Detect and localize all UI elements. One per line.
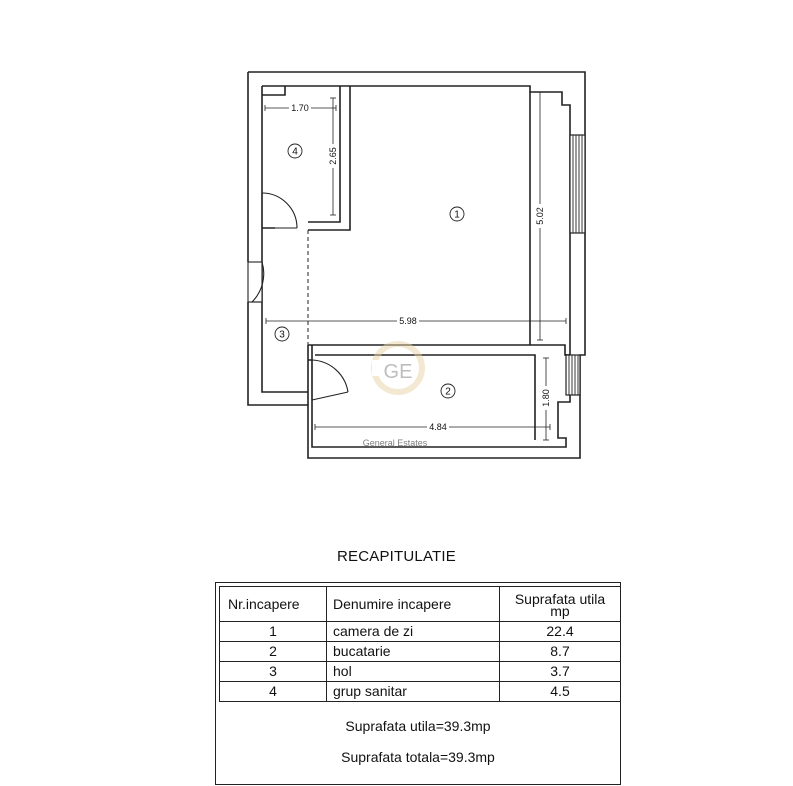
exterior-walls <box>248 72 585 458</box>
table-row <box>220 662 621 682</box>
watermark-brand: General Estates <box>362 438 428 448</box>
door-kitchen <box>312 360 348 400</box>
window-kitchen <box>566 355 580 395</box>
total-overall-area: Suprafata totala=39.3mp <box>341 749 495 765</box>
door-entrance <box>248 262 264 302</box>
dimension-label: 1.80 <box>541 389 551 407</box>
room-number: 1 <box>454 209 460 221</box>
row-area: 4.5 <box>500 682 621 702</box>
total-usable-area: Suprafata utila=39.3mp <box>345 718 491 734</box>
dimension-label: 4.84 <box>429 422 447 432</box>
watermark-logo <box>372 344 422 392</box>
row-name: camera de zi <box>327 622 500 642</box>
row-area: 22.4 <box>500 622 621 642</box>
door-bathroom <box>262 193 297 228</box>
header-area-line2: mp <box>550 603 570 619</box>
table-row <box>220 622 621 642</box>
table-row <box>220 642 621 662</box>
header-nr: Nr.incapere <box>220 587 327 622</box>
table-header-row <box>220 587 621 622</box>
window-living <box>570 135 585 233</box>
row-nr: 3 <box>220 662 327 682</box>
recap-title: RECAPITULATIE <box>336 548 456 565</box>
row-nr: 1 <box>220 622 327 642</box>
table-row <box>220 682 621 702</box>
row-name: bucatarie <box>327 642 500 662</box>
room-number: 2 <box>445 386 451 398</box>
room-number: 4 <box>292 146 298 158</box>
header-name: Denumire incapere <box>327 587 500 622</box>
row-name: grup sanitar <box>327 682 500 702</box>
row-nr: 2 <box>220 642 327 662</box>
watermark-logo-letters: GE <box>383 361 413 383</box>
row-nr: 4 <box>220 682 327 702</box>
room-table <box>219 586 621 702</box>
header-area-line1: Suprafata utila <box>514 591 606 607</box>
row-area: 3.7 <box>500 662 621 682</box>
dimension-label: 2.65 <box>328 147 338 165</box>
room-number: 3 <box>279 329 285 341</box>
header-area <box>500 587 621 622</box>
dimension-label: 1.70 <box>291 103 309 113</box>
exterior-wall-inner <box>262 86 350 392</box>
row-name: hol <box>327 662 500 682</box>
room-markers <box>275 144 464 398</box>
dimension-label: 5.02 <box>535 207 545 225</box>
dimension-label: 5.98 <box>399 316 417 326</box>
row-area: 8.7 <box>500 642 621 662</box>
